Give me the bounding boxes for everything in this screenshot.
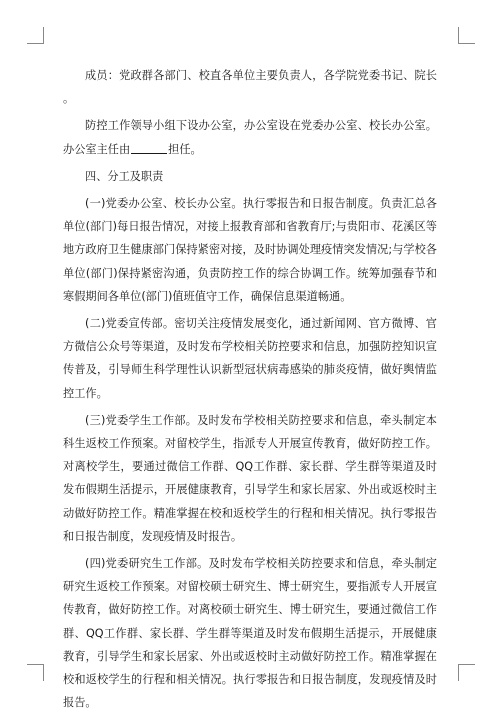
members-paragraph: 成员：党政群各部门、校直各单位主要负责人，各学院党委书记、院长。 bbox=[63, 69, 437, 106]
duty-paragraph-student-affairs: (三)党委学生工作部。及时发布学校相关防控要求和信息，牵头制定本科生返校工作预案。对留校学生，指派专人开展宣传教育，做好防控工作。对离校学生，要通过微信工作群、QQ工作群、家长群、学生群等渠道及时发布假期生活提示，开展健康教育，引导学生和家长居家、外出或返校时主动做好防控工作。精准掌握在校和返校学生的行程和相关情况。执行零报告和日报告制度，发现疫情及时报告。 bbox=[63, 413, 437, 543]
document-body bbox=[63, 64, 437, 718]
crop-mark-top-right bbox=[458, 27, 475, 44]
office-setup-text: 防控工作领导小组下设办公室，办公室设在党委办公室、校长办公室。办公室主任由 bbox=[63, 119, 437, 156]
crop-mark-bottom-left bbox=[27, 664, 44, 681]
crop-mark-bottom-right bbox=[458, 664, 475, 681]
section-heading-duties: 四、分工及职责 bbox=[85, 169, 164, 183]
duty-paragraph-party-office: (一)党委办公室、校长办公室。执行零报告和日报告制度。负责汇总各单位(部门)每日报告情况，对接上报教育部和省教育厅;与贵阳市、花溪区等地方政府卫生健康部门保持紧密对接，及时协调处理疫情突发情况;与学校各单位(部门)保持紧密沟通，负责防控工作的综合协调工作。统筹加强春节和寒假期间各单位(部门)值班值守工作，确保信息渠道畅通。 bbox=[63, 197, 437, 303]
office-setup-text-end: 担任。 bbox=[168, 142, 202, 156]
crop-mark-top-left bbox=[27, 27, 44, 44]
duty-paragraph-graduate-affairs: (四)党委研究生工作部。及时发布学校相关防控要求和信息，牵头制定研究生返校工作预案。对留校硕士研究生、博士研究生，要指派专人开展宣传教育，做好防控工作。对离校硕士研究生、博士研究生，要通过微信工作群、QQ工作群、家长群、学生群等渠道及时发布假期生活提示，开展健康教育，引导学生和家长居家、外出或返校时主动做好防控工作。精准掌握在校和返校学生的行程和相关情况。执行零报告和日报告制度，发现疫情及时报告。 bbox=[63, 557, 437, 710]
duty-paragraph-publicity: (二)党委宣传部。密切关注疫情发展变化，通过新闻网、官方微博、官方微信公众号等渠道，及时发布学校相关防控要求和信息，加强防控知识宣传普及，引导师生科学理性认识新型冠状病毒感染的肺炎疫情，做好舆情监控工作。 bbox=[63, 317, 437, 400]
office-setup-paragraph bbox=[63, 114, 437, 160]
office-director-blank bbox=[131, 141, 167, 154]
